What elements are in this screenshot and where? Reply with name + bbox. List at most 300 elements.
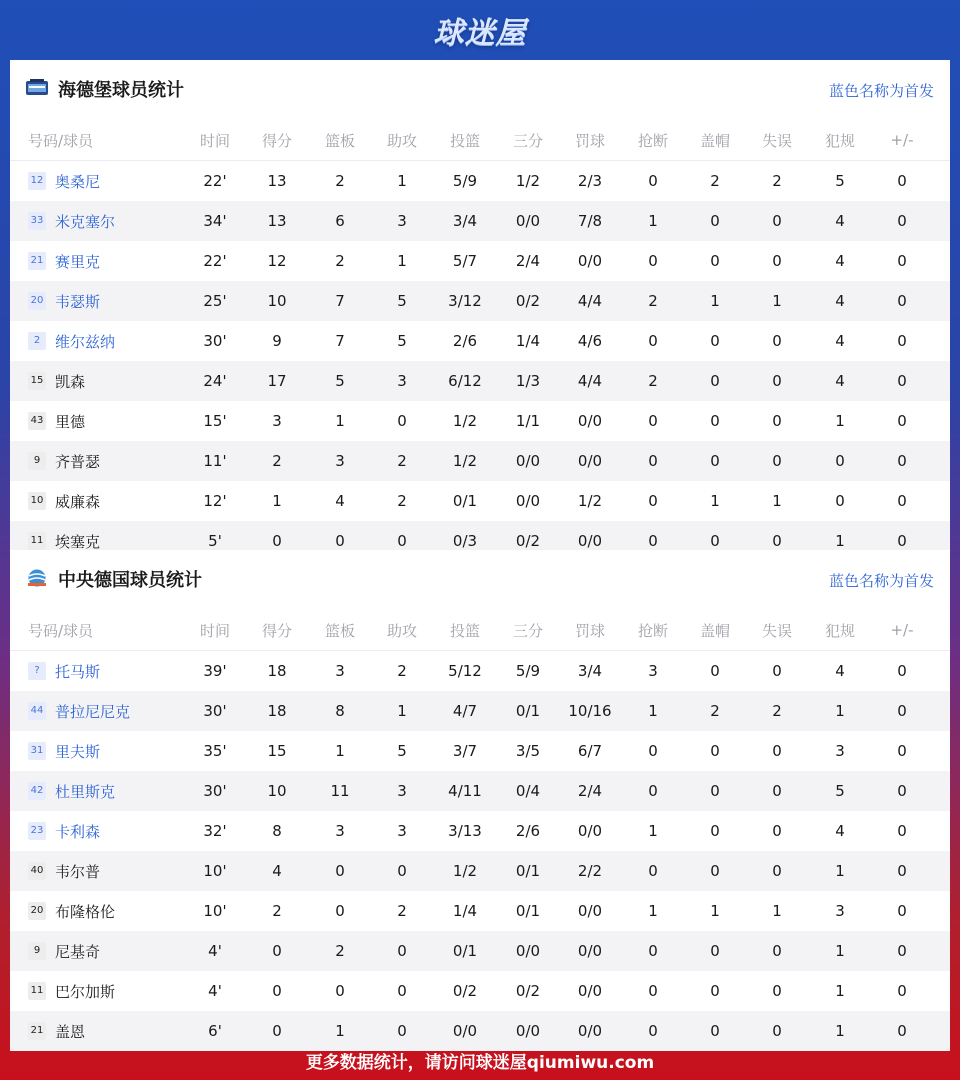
stat-blocks: 0	[710, 982, 720, 1000]
stat-turnovers: 0	[772, 862, 782, 880]
player-name[interactable]: 普拉尼尼克	[55, 702, 131, 721]
stat-three-pointers: 0/0	[515, 1022, 541, 1040]
stat-plus-minus: 0	[897, 532, 907, 550]
stat-assists: 0	[397, 942, 407, 960]
stat-free-throws: 0/0	[577, 982, 603, 1000]
stat-free-throws: 10/16	[568, 702, 612, 720]
jersey-number-badge: 15	[28, 372, 46, 390]
column-header-plus-minus: +/-	[890, 131, 914, 149]
stat-minutes: 34'	[203, 212, 227, 230]
player-name[interactable]: 里夫斯	[55, 742, 101, 761]
stat-blocks: 0	[710, 662, 720, 680]
player-cell	[28, 291, 100, 312]
stat-blocks: 0	[710, 532, 720, 550]
player-row	[10, 321, 950, 361]
player-cell	[28, 821, 100, 842]
stat-assists: 0	[397, 982, 407, 1000]
stat-blocks: 0	[710, 252, 720, 270]
stat-free-throws: 7/8	[577, 212, 603, 230]
column-header-points: 得分	[261, 621, 292, 640]
stat-free-throws: 2/2	[577, 862, 603, 880]
stat-points: 0	[272, 532, 282, 550]
stat-steals: 1	[648, 702, 658, 720]
team-stats-panel-mitteldeutscher	[10, 550, 950, 1040]
stat-field-goals: 0/0	[452, 1022, 478, 1040]
stat-steals: 1	[648, 822, 658, 840]
stat-fouls: 3	[835, 902, 845, 920]
stat-steals: 0	[648, 252, 658, 270]
player-cell	[28, 531, 100, 552]
stat-blocks: 1	[710, 902, 720, 920]
jersey-number-badge: 43	[28, 412, 46, 430]
player-name[interactable]: 奥桑尼	[55, 172, 101, 191]
player-name[interactable]: 盖恩	[55, 1022, 86, 1041]
stat-turnovers: 0	[772, 212, 782, 230]
stat-plus-minus: 0	[897, 822, 907, 840]
stat-assists: 1	[397, 172, 407, 190]
stat-assists: 2	[397, 492, 407, 510]
stat-field-goals: 4/11	[448, 782, 482, 800]
stat-plus-minus: 0	[897, 942, 907, 960]
column-header-blocks: 盖帽	[699, 131, 730, 150]
column-header-player: 号码/球员	[28, 621, 94, 640]
column-header-assists: 助攻	[386, 131, 417, 150]
player-name[interactable]: 卡利森	[55, 822, 101, 841]
stat-field-goals: 5/7	[452, 252, 478, 270]
stat-rebounds: 4	[335, 492, 345, 510]
player-row	[10, 771, 950, 811]
stat-turnovers: 0	[772, 822, 782, 840]
player-cell	[28, 371, 85, 392]
player-row	[10, 161, 950, 201]
stat-rebounds: 0	[335, 862, 345, 880]
player-name[interactable]: 里德	[55, 412, 86, 431]
stat-free-throws: 0/0	[577, 902, 603, 920]
stat-fouls: 1	[835, 982, 845, 1000]
player-row	[10, 401, 950, 441]
stat-free-throws: 1/2	[577, 492, 603, 510]
stat-free-throws: 6/7	[577, 742, 603, 760]
stat-minutes: 30'	[203, 332, 227, 350]
stat-fouls: 1	[835, 1022, 845, 1040]
column-header-plus-minus: +/-	[890, 621, 914, 639]
stat-fouls: 4	[835, 662, 845, 680]
player-name[interactable]: 韦尔普	[55, 862, 101, 881]
player-name[interactable]: 巴尔加斯	[55, 982, 116, 1001]
stat-three-pointers: 1/3	[515, 372, 541, 390]
column-header-rebounds: 篮板	[324, 131, 355, 150]
stat-points: 13	[267, 212, 287, 230]
stat-fouls: 5	[835, 172, 845, 190]
stat-field-goals: 3/12	[448, 292, 482, 310]
column-header-fouls: 犯规	[824, 131, 855, 150]
player-cell	[28, 741, 100, 762]
stat-minutes: 5'	[208, 532, 222, 550]
stat-points: 18	[267, 662, 287, 680]
stat-rebounds: 11	[330, 782, 350, 800]
stat-rebounds: 1	[335, 412, 345, 430]
player-name[interactable]: 布隆格伦	[55, 902, 116, 921]
stat-turnovers: 0	[772, 532, 782, 550]
stat-assists: 0	[397, 862, 407, 880]
stat-turnovers: 0	[772, 372, 782, 390]
player-row	[10, 891, 950, 931]
stat-plus-minus: 0	[897, 902, 907, 920]
stat-fouls: 1	[835, 702, 845, 720]
stat-blocks: 0	[710, 1022, 720, 1040]
team-stats-panel-heidelberg	[10, 60, 950, 550]
player-rows	[10, 610, 950, 1051]
mitteldeutscher-team-logo-icon	[25, 568, 49, 588]
stat-fouls: 1	[835, 862, 845, 880]
stat-field-goals: 0/2	[452, 982, 478, 1000]
stat-minutes: 15'	[203, 412, 227, 430]
stat-blocks: 0	[710, 212, 720, 230]
stat-minutes: 32'	[203, 822, 227, 840]
stat-turnovers: 0	[772, 782, 782, 800]
stat-assists: 3	[397, 372, 407, 390]
stat-rebounds: 3	[335, 662, 345, 680]
stat-blocks: 0	[710, 452, 720, 470]
player-row	[10, 281, 950, 321]
stat-blocks: 2	[710, 702, 720, 720]
stat-minutes: 22'	[203, 172, 227, 190]
stat-three-pointers: 0/0	[515, 492, 541, 510]
team-name: 海德堡球员统计	[58, 80, 184, 101]
stat-steals: 2	[648, 292, 658, 310]
stat-plus-minus: 0	[897, 742, 907, 760]
column-header-row	[10, 120, 950, 161]
jersey-number-badge: ?	[28, 662, 46, 680]
stat-free-throws: 4/4	[577, 372, 603, 390]
column-header-blocks: 盖帽	[699, 621, 730, 640]
stat-blocks: 2	[710, 172, 720, 190]
stat-minutes: 11'	[203, 452, 227, 470]
stat-free-throws: 0/0	[577, 412, 603, 430]
stat-three-pointers: 0/1	[515, 702, 541, 720]
column-header-field-goals: 投篮	[449, 621, 480, 640]
column-header-steals: 抢断	[637, 131, 668, 150]
stat-blocks: 0	[710, 412, 720, 430]
stat-field-goals: 1/4	[452, 902, 478, 920]
stat-points: 12	[267, 252, 287, 270]
column-header-assists: 助攻	[386, 621, 417, 640]
player-row	[10, 441, 950, 481]
stat-points: 9	[272, 332, 282, 350]
player-row	[10, 971, 950, 1011]
stat-blocks: 1	[710, 292, 720, 310]
stat-field-goals: 6/12	[448, 372, 482, 390]
player-name[interactable]: 凯森	[55, 372, 86, 391]
stat-free-throws: 4/4	[577, 292, 603, 310]
team-header	[10, 60, 950, 120]
player-name[interactable]: 赛里克	[55, 252, 101, 271]
stat-assists: 0	[397, 412, 407, 430]
stat-assists: 3	[397, 822, 407, 840]
stat-assists: 3	[397, 782, 407, 800]
player-name[interactable]: 维尔兹纳	[55, 332, 116, 351]
stat-three-pointers: 0/2	[515, 292, 541, 310]
stat-points: 4	[272, 862, 282, 880]
stat-plus-minus: 0	[897, 982, 907, 1000]
stat-steals: 0	[648, 742, 658, 760]
stat-rebounds: 3	[335, 822, 345, 840]
stat-turnovers: 2	[772, 172, 782, 190]
player-row	[10, 361, 950, 401]
player-cell	[28, 251, 100, 272]
player-rows	[10, 120, 950, 561]
stat-free-throws: 0/0	[577, 822, 603, 840]
jersey-number-badge: 33	[28, 212, 46, 230]
stat-steals: 0	[648, 982, 658, 1000]
stat-three-pointers: 1/1	[515, 412, 541, 430]
player-row	[10, 651, 950, 691]
stat-three-pointers: 0/0	[515, 452, 541, 470]
stat-points: 1	[272, 492, 282, 510]
jersey-number-badge: 42	[28, 782, 46, 800]
stat-turnovers: 1	[772, 492, 782, 510]
stat-steals: 1	[648, 212, 658, 230]
player-row	[10, 241, 950, 281]
player-row	[10, 811, 950, 851]
stat-field-goals: 0/1	[452, 942, 478, 960]
stat-minutes: 6'	[208, 1022, 222, 1040]
stat-plus-minus: 0	[897, 332, 907, 350]
stat-field-goals: 3/7	[452, 742, 478, 760]
jersey-number-badge: 11	[28, 982, 46, 1000]
column-header-row	[10, 610, 950, 651]
stat-free-throws: 0/0	[577, 1022, 603, 1040]
player-cell	[28, 901, 115, 922]
player-cell	[28, 411, 85, 432]
stat-free-throws: 0/0	[577, 532, 603, 550]
stat-assists: 2	[397, 902, 407, 920]
stat-plus-minus: 0	[897, 212, 907, 230]
column-header-minutes: 时间	[199, 131, 230, 150]
stat-steals: 0	[648, 532, 658, 550]
stat-three-pointers: 0/1	[515, 902, 541, 920]
stat-turnovers: 0	[772, 452, 782, 470]
stat-rebounds: 2	[335, 252, 345, 270]
stat-three-pointers: 3/5	[515, 742, 541, 760]
stat-fouls: 0	[835, 452, 845, 470]
stat-plus-minus: 0	[897, 452, 907, 470]
player-name[interactable]: 米克塞尔	[55, 212, 116, 231]
stat-free-throws: 2/3	[577, 172, 603, 190]
column-header-free-throws: 罚球	[574, 131, 605, 150]
stat-three-pointers: 0/0	[515, 942, 541, 960]
stat-steals: 0	[648, 1022, 658, 1040]
stat-turnovers: 0	[772, 982, 782, 1000]
player-name[interactable]: 威廉森	[55, 492, 101, 511]
stat-points: 18	[267, 702, 287, 720]
stat-rebounds: 5	[335, 372, 345, 390]
player-name[interactable]: 杜里斯克	[55, 782, 116, 801]
stat-steals: 0	[648, 172, 658, 190]
stat-three-pointers: 0/0	[515, 212, 541, 230]
stat-rebounds: 3	[335, 452, 345, 470]
stat-turnovers: 0	[772, 662, 782, 680]
stat-steals: 0	[648, 862, 658, 880]
player-name[interactable]: 齐普瑟	[55, 452, 101, 471]
stat-blocks: 0	[710, 742, 720, 760]
stat-assists: 1	[397, 702, 407, 720]
stat-three-pointers: 0/2	[515, 532, 541, 550]
stat-rebounds: 8	[335, 702, 345, 720]
stat-steals: 0	[648, 412, 658, 430]
stat-three-pointers: 2/6	[515, 822, 541, 840]
stat-turnovers: 2	[772, 702, 782, 720]
player-row	[10, 931, 950, 971]
stat-fouls: 1	[835, 532, 845, 550]
stat-rebounds: 0	[335, 532, 345, 550]
stat-turnovers: 0	[772, 1022, 782, 1040]
column-header-field-goals: 投篮	[449, 131, 480, 150]
stat-plus-minus: 0	[897, 492, 907, 510]
stat-free-throws: 2/4	[577, 782, 603, 800]
stat-field-goals: 4/7	[452, 702, 478, 720]
starter-legend-note: 蓝色名称为首发	[828, 82, 934, 100]
footer-banner: 更多数据统计，请访问球迷屋qiumiwu.com	[305, 1052, 655, 1073]
column-header-fouls: 犯规	[824, 621, 855, 640]
stat-fouls: 0	[835, 492, 845, 510]
stat-free-throws: 3/4	[577, 662, 603, 680]
stat-fouls: 4	[835, 252, 845, 270]
starter-legend-note: 蓝色名称为首发	[828, 572, 934, 590]
player-cell	[28, 211, 115, 232]
player-name[interactable]: 埃塞克	[55, 532, 101, 551]
player-cell	[28, 331, 115, 352]
stat-field-goals: 0/3	[452, 532, 478, 550]
stat-plus-minus: 0	[897, 782, 907, 800]
stat-field-goals: 1/2	[452, 452, 478, 470]
column-header-rebounds: 篮板	[324, 621, 355, 640]
player-name[interactable]: 韦瑟斯	[55, 292, 101, 311]
stat-field-goals: 1/2	[452, 862, 478, 880]
stat-turnovers: 0	[772, 412, 782, 430]
stat-field-goals: 2/6	[452, 332, 478, 350]
stat-fouls: 5	[835, 782, 845, 800]
player-name[interactable]: 尼基奇	[55, 942, 101, 961]
stat-three-pointers: 0/1	[515, 862, 541, 880]
stat-assists: 0	[397, 532, 407, 550]
stat-points: 2	[272, 452, 282, 470]
stat-rebounds: 1	[335, 1022, 345, 1040]
stat-points: 10	[267, 292, 287, 310]
player-name[interactable]: 托马斯	[55, 662, 101, 681]
stat-plus-minus: 0	[897, 862, 907, 880]
jersey-number-badge: 9	[28, 452, 46, 470]
stat-plus-minus: 0	[897, 372, 907, 390]
stat-rebounds: 0	[335, 982, 345, 1000]
stat-rebounds: 2	[335, 942, 345, 960]
column-header-turnovers: 失误	[761, 621, 792, 640]
jersey-number-badge: 44	[28, 702, 46, 720]
jersey-number-badge: 9	[28, 942, 46, 960]
player-row	[10, 201, 950, 241]
stat-points: 3	[272, 412, 282, 430]
stat-plus-minus: 0	[897, 1022, 907, 1040]
player-cell	[28, 661, 100, 682]
stat-minutes: 10'	[203, 902, 227, 920]
stat-steals: 1	[648, 902, 658, 920]
stat-assists: 3	[397, 212, 407, 230]
jersey-number-badge: 10	[28, 492, 46, 510]
stat-free-throws: 0/0	[577, 252, 603, 270]
stat-minutes: 35'	[203, 742, 227, 760]
top-banner	[0, 0, 960, 60]
stat-turnovers: 0	[772, 742, 782, 760]
stat-fouls: 1	[835, 412, 845, 430]
stat-points: 0	[272, 982, 282, 1000]
stat-assists: 5	[397, 742, 407, 760]
stat-three-pointers: 1/4	[515, 332, 541, 350]
stat-fouls: 4	[835, 822, 845, 840]
stat-blocks: 0	[710, 782, 720, 800]
stat-points: 8	[272, 822, 282, 840]
stat-assists: 2	[397, 662, 407, 680]
stat-points: 10	[267, 782, 287, 800]
stat-field-goals: 5/12	[448, 662, 482, 680]
player-row	[10, 691, 950, 731]
stat-blocks: 0	[710, 942, 720, 960]
stat-rebounds: 7	[335, 292, 345, 310]
player-cell	[28, 491, 100, 512]
jersey-number-badge: 12	[28, 172, 46, 190]
jersey-number-badge: 31	[28, 742, 46, 760]
stat-points: 0	[272, 1022, 282, 1040]
stat-field-goals: 3/4	[452, 212, 478, 230]
jersey-number-badge: 40	[28, 862, 46, 880]
player-row	[10, 481, 950, 521]
stat-turnovers: 1	[772, 292, 782, 310]
stat-minutes: 39'	[203, 662, 227, 680]
player-cell	[28, 171, 100, 192]
stat-minutes: 30'	[203, 702, 227, 720]
stat-rebounds: 0	[335, 902, 345, 920]
player-cell	[28, 781, 115, 802]
stat-blocks: 0	[710, 822, 720, 840]
stat-field-goals: 5/9	[452, 172, 478, 190]
stat-points: 15	[267, 742, 287, 760]
stat-free-throws: 0/0	[577, 942, 603, 960]
brand-logo: 球迷屋	[433, 16, 527, 51]
stat-assists: 5	[397, 292, 407, 310]
jersey-number-badge: 2	[28, 332, 46, 350]
stat-fouls: 3	[835, 742, 845, 760]
stat-blocks: 0	[710, 332, 720, 350]
stat-points: 0	[272, 942, 282, 960]
stat-steals: 0	[648, 942, 658, 960]
stat-three-pointers: 5/9	[515, 662, 541, 680]
team-name: 中央德国球员统计	[58, 570, 202, 591]
stat-field-goals: 1/2	[452, 412, 478, 430]
jersey-number-badge: 23	[28, 822, 46, 840]
stat-rebounds: 2	[335, 172, 345, 190]
stat-field-goals: 0/1	[452, 492, 478, 510]
column-header-three-pointers: 三分	[512, 621, 543, 640]
jersey-number-badge: 21	[28, 1022, 46, 1040]
stat-minutes: 22'	[203, 252, 227, 270]
column-header-player: 号码/球员	[28, 131, 94, 150]
stat-plus-minus: 0	[897, 702, 907, 720]
stat-steals: 0	[648, 332, 658, 350]
stat-three-pointers: 1/2	[515, 172, 541, 190]
stat-plus-minus: 0	[897, 292, 907, 310]
player-cell	[28, 701, 130, 722]
stat-assists: 2	[397, 452, 407, 470]
column-header-free-throws: 罚球	[574, 621, 605, 640]
